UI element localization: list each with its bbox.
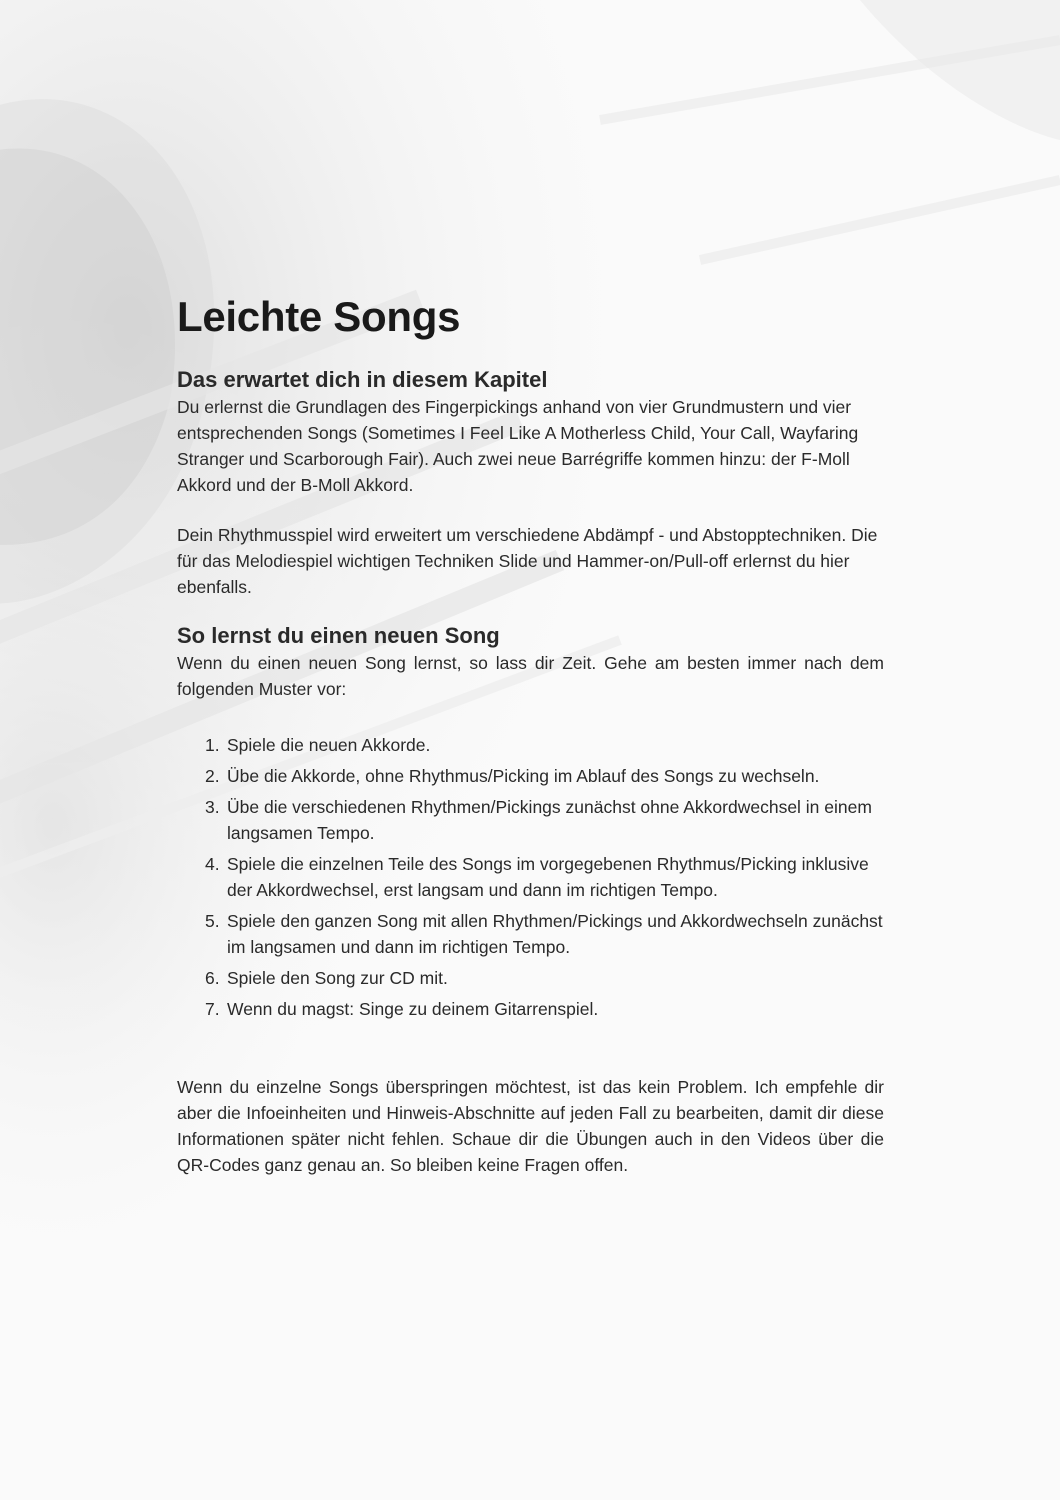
list-item-number: 3. [205, 797, 220, 817]
list-item [205, 996, 884, 1022]
list-item [205, 732, 884, 758]
page-title: Leichte Songs [177, 293, 461, 340]
list-item-text: Spiele die einzelnen Teile des Songs im vorgegebenen Rhythmus/Picking inklusive der Akkordwechsel, erst langsam und dann im richtigen Tempo. [227, 854, 869, 900]
section-learn-song [177, 622, 884, 1178]
list-item-text: Wenn du magst: Singe zu deinem Gitarrenspiel. [227, 999, 599, 1019]
overview-paragraph-2: Dein Rhythmusspiel wird erweitert um verschiedene Abdämpf - und Abstopptechniken. Die für das Melodiespiel wichtigen Techniken Slide und Hammer-on/Pull-off erlernst du hier ebenfalls. [177, 525, 878, 597]
list-item [205, 965, 884, 991]
learn-song-intro: Wenn du einen neuen Song lernst, so lass dir Zeit. Gehe am besten immer nach dem folgenden Muster vor: [177, 653, 884, 699]
list-item [205, 794, 884, 846]
page-content [177, 290, 884, 1178]
list-item [205, 763, 884, 789]
closing-paragraph: Wenn du einzelne Songs überspringen möchtest, ist das kein Problem. Ich empfehle dir aber die Infoeinheiten und Hinweis-Abschnitte auf jeden Fall zu bearbeiten, damit dir diese Informationen später nicht fehlen. Schaue dir die Übungen auch in den Videos über die QR-Codes ganz genau an. So bleiben keine Fragen offen. [177, 1077, 884, 1175]
list-item-number: 4. [205, 854, 220, 874]
steps-list [177, 732, 884, 1022]
overview-paragraph-1: Du erlernst die Grundlagen des Fingerpickings anhand von vier Grundmustern und vier entsprechenden Songs (Sometimes I Feel Like A Motherless Child, Your Call, Wayfaring Stranger und Scarborough Fair). Auch zwei neue Barrégriffe kommen hinzu: der F-Moll Akkord und der B-Moll Akkord. [177, 397, 859, 495]
list-item-number: 5. [205, 911, 220, 931]
list-item-text: Übe die Akkorde, ohne Rhythmus/Picking im Ablauf des Songs zu wechseln. [227, 766, 820, 786]
list-item-text: Übe die verschiedenen Rhythmen/Pickings zunächst ohne Akkordwechsel in einem langsamen Tempo. [227, 797, 872, 843]
list-item [205, 908, 884, 960]
list-item-number: 7. [205, 999, 220, 1019]
section-chapter-overview [177, 366, 884, 600]
section-title-overview: Das erwartet dich in diesem Kapitel [177, 367, 548, 392]
list-item-number: 1. [205, 735, 220, 755]
list-item-text: Spiele den ganzen Song mit allen Rhythmen/Pickings und Akkordwechseln zunächst im langsamen und dann im richtigen Tempo. [227, 911, 883, 957]
list-item [205, 851, 884, 903]
list-item-number: 6. [205, 968, 220, 988]
list-item-number: 2. [205, 766, 220, 786]
list-item-text: Spiele die neuen Akkorde. [227, 735, 431, 755]
section-title-learn-song: So lernst du einen neuen Song [177, 623, 500, 648]
list-item-text: Spiele den Song zur CD mit. [227, 968, 448, 988]
